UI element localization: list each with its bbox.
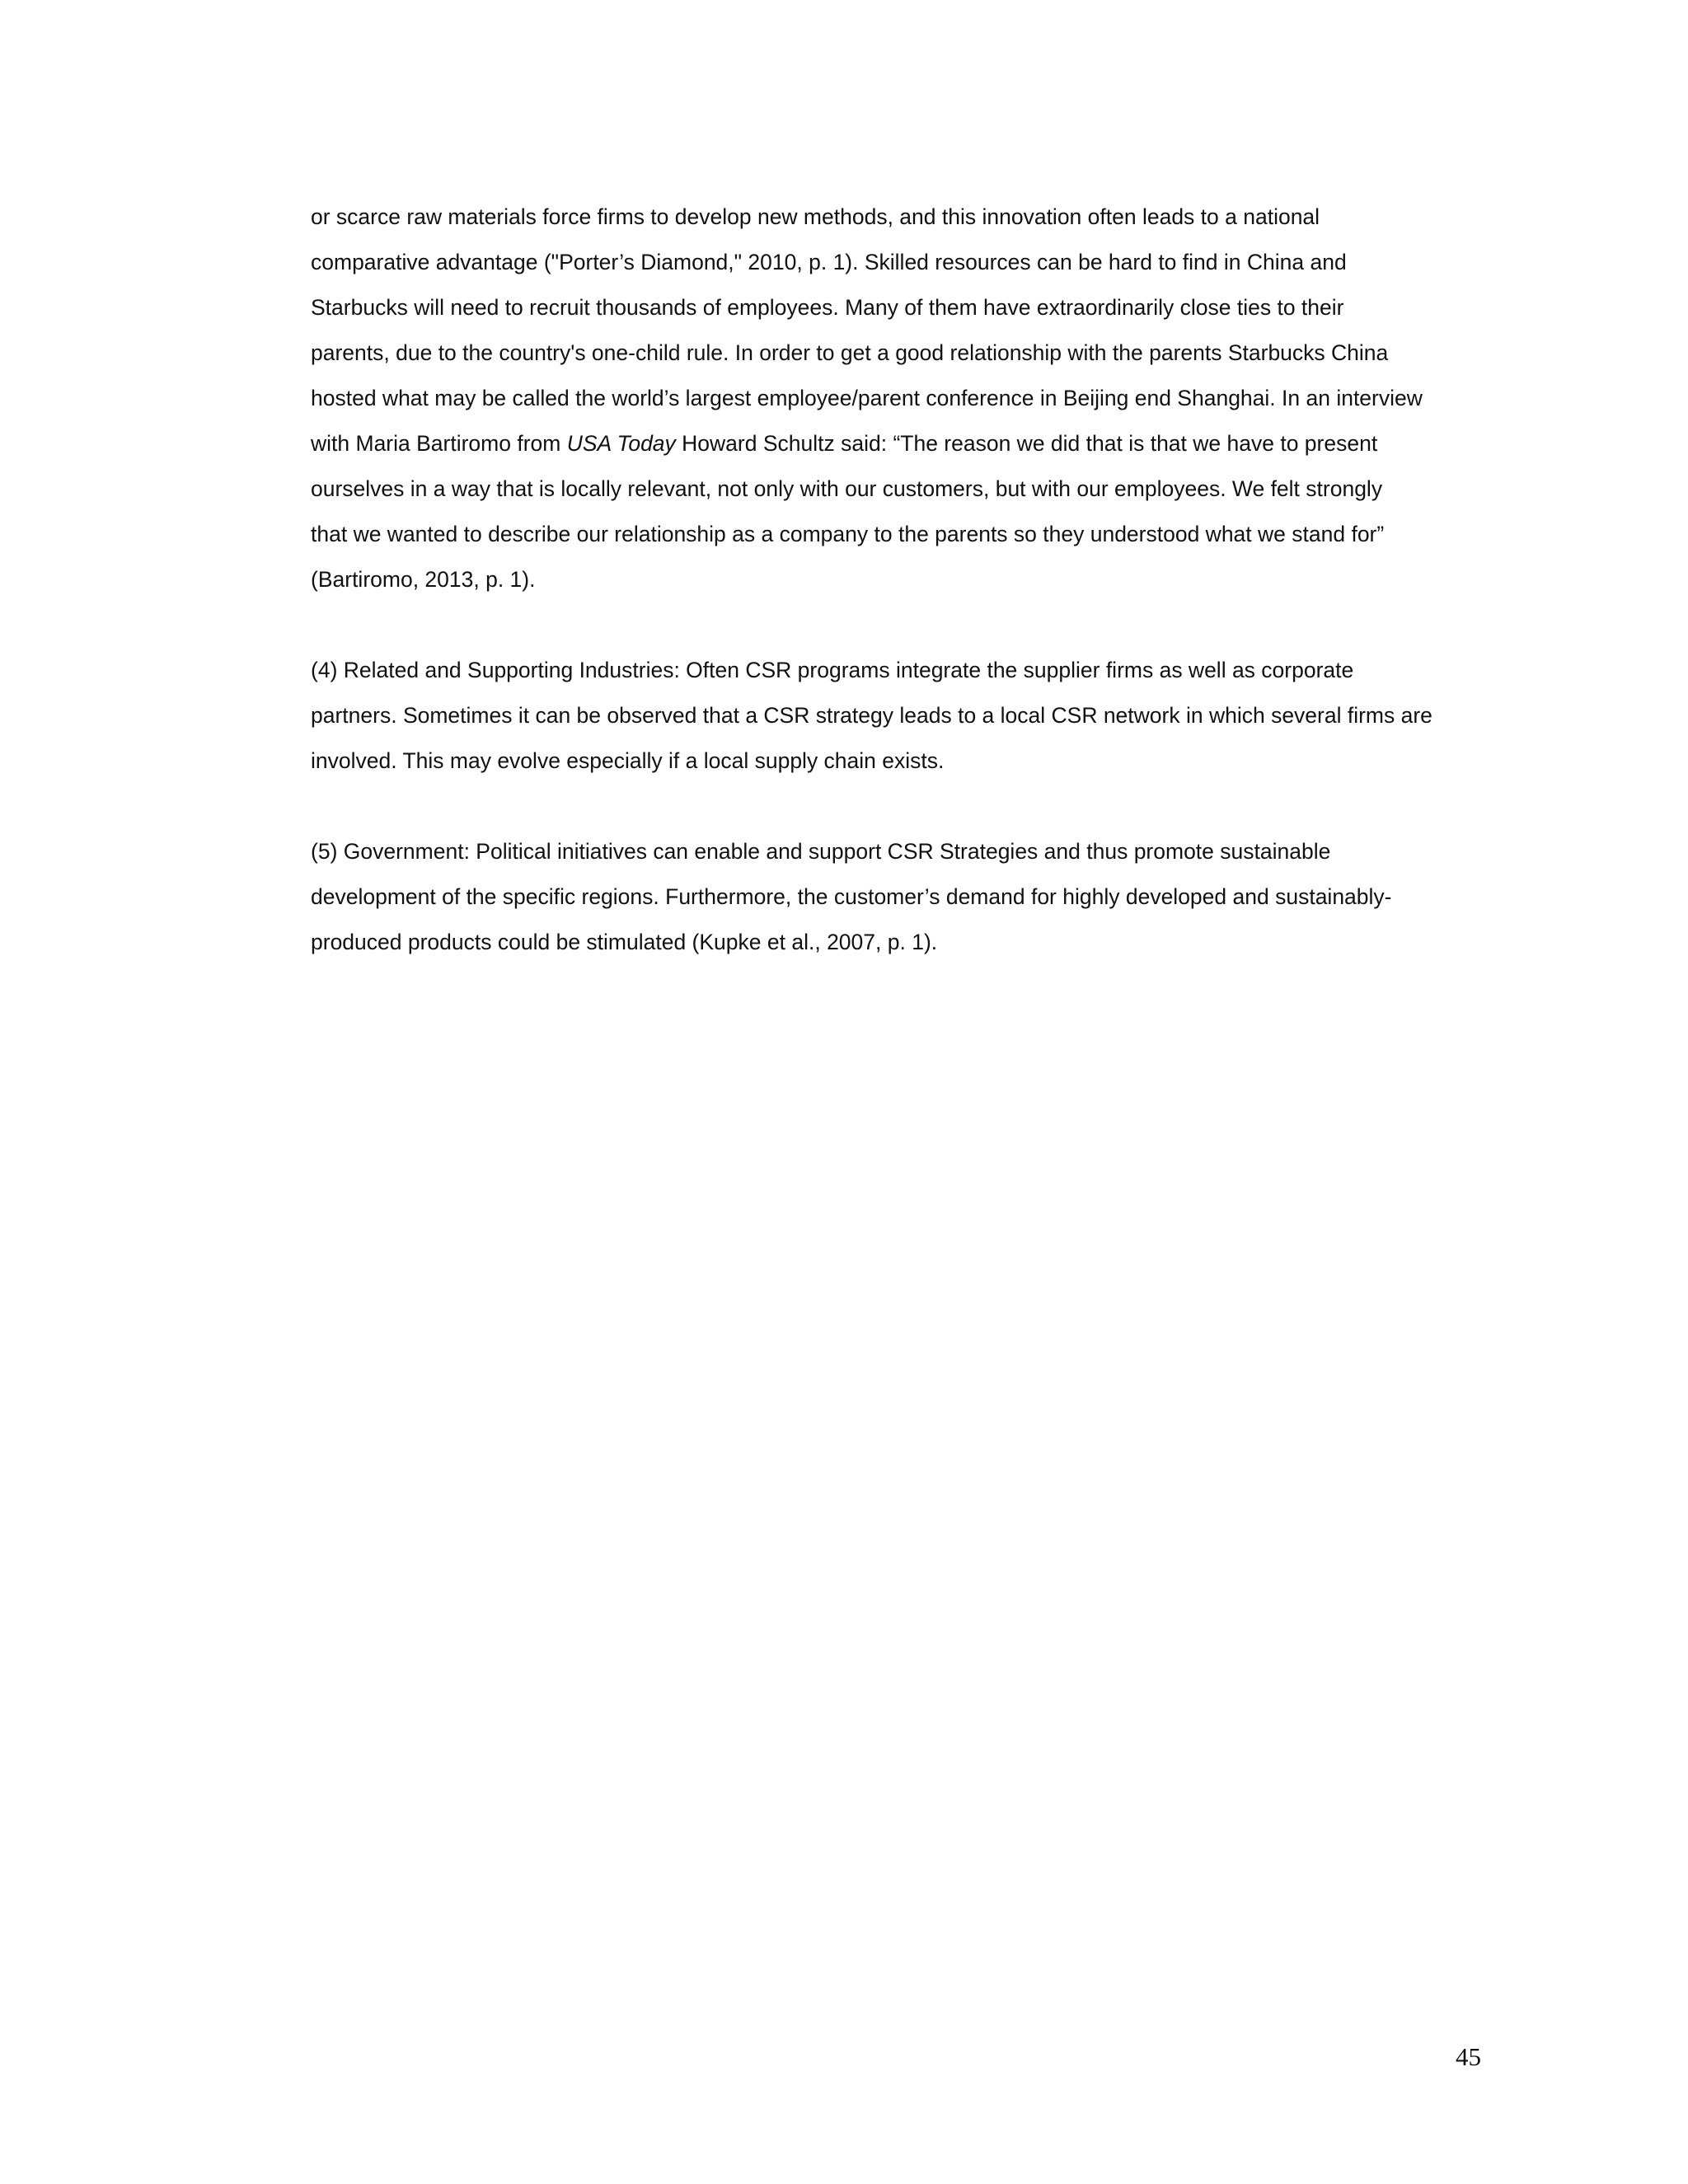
text-line: parents, due to the country's one-child rule. In order to get a good relationship with the parents Starbucks China	[311, 340, 1389, 365]
paragraph-1	[311, 194, 1481, 602]
text-line: involved. This may evolve especially if a local supply chain exists.	[311, 748, 945, 773]
text-span: with Maria Bartiromo from	[311, 431, 567, 456]
text-line: comparative advantage ("Porter’s Diamond," 2010, p. 1). Skilled resources can be hard to find in China and	[311, 250, 1347, 274]
text-line: (4) Related and Supporting Industries: Often CSR programs integrate the supplier firms as well as corporate	[311, 658, 1354, 682]
text-line: hosted what may be called the world’s largest employee/parent conference in Beijing end Shanghai. In an interview	[311, 386, 1423, 410]
text-line: or scarce raw materials force firms to develop new methods, and this innovation often leads to a national	[311, 204, 1320, 229]
paragraph-government	[311, 829, 1481, 965]
text-line: partners. Sometimes it can be observed that a CSR strategy leads to a local CSR network in which several firms are	[311, 703, 1432, 728]
text-line: ourselves in a way that is locally relevant, not only with our customers, but with our employees. We felt strongly	[311, 476, 1383, 501]
text-line: development of the specific regions. Furthermore, the customer’s demand for highly developed and sustainably-	[311, 884, 1392, 909]
paragraph-related-industries	[311, 648, 1481, 784]
body-text	[311, 194, 1481, 1010]
text-span: Howard Schultz said: “The reason we did that is that we have to present	[675, 431, 1378, 456]
publication-title: USA Today	[566, 431, 676, 456]
text-line: produced products could be stimulated (Kupke et al., 2007, p. 1).	[311, 930, 938, 954]
text-line: Starbucks will need to recruit thousands of employees. Many of them have extraordinarily close ties to their	[311, 295, 1344, 320]
text-line: (5) Government: Political initiatives can enable and support CSR Strategies and thus promote sustainable	[311, 839, 1331, 864]
text-line: (Bartiromo, 2013, p. 1).	[311, 567, 536, 592]
text-line	[311, 421, 1481, 466]
text-line: that we wanted to describe our relationship as a company to the parents so they understood what we stand for”	[311, 522, 1385, 546]
page-number: 45	[1456, 2042, 1481, 2071]
